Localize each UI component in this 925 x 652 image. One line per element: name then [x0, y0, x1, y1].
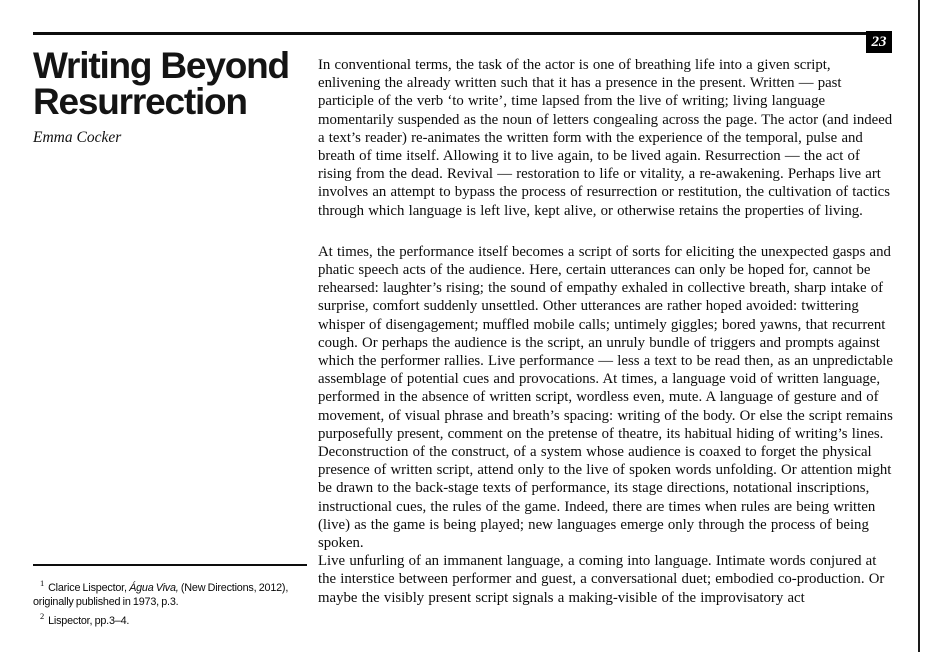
title-line-1: Writing Beyond	[33, 45, 289, 86]
body-paragraph-2: At times, the performance itself becomes a script of sorts for eliciting the unexpected gasps and phatic speech acts of the audience. Here, certain utterances can only be hoped for, cannot be rehearsed: laughter’s rising; the sound of empathy exhaled in collective breath, sharp intake of surprise, comfort suddenly unsettled. Other utterances are rather hoped avoided: twittering whisper of disengagement; muffled mobile calls; untimely giggles; bored yawns, that recurrent cough. Or perhaps the audience is the script, an unruly bundle of triggers and prompts against which the performer rallies. Live performance — less a text to be read then, as an unpredictable assemblage of potential cues and provocations. At times, a language void of written language, performed in the absence of written script, wordless even, mute. A language of gesture and of movement, of visual phrase and breath’s spacing: writing of the body. Or else the script remains purposefully present, comment on the pretense of theatre, its habitual hiding of writing’s lines. Deconstruction of the construct, of a system whose audience is coaxed to forget the physical presence of written script, attend only to the live of spoken words unfolding. Or attention might be drawn to the back-stage texts of performance, its stage directions, notational inscriptions, instructional cues, the rules of the game. Indeed, there are times when rules are being written (live) as the game is being played; new languages emerge only through the process of being spoken.	[318, 243, 893, 552]
article-header	[33, 45, 311, 147]
footnote-1-marker: 1	[40, 578, 45, 589]
footnote-1-text: Clarice Lispector,	[48, 582, 130, 594]
body-paragraph-1: In conventional terms, the task of the actor is one of breathing life into a given script, enlivening the already written such that it has a presence in the present. Written — past participle of the verb ‘to write’, time lapsed from the live of writing; living language momentarily suspended as the noun of letters congealing across the page. The actor (and indeed a text’s reader) re-animates the written form with the experience of the temporal, pulse and breath of time itself. Allowing it to live again, to be lived again. Resurrection — the act of rising from the dead. Revival — restoration to life or vitality, a re-awakening. Perhaps live art involves an attempt to bypass the process of resurrection or restitution, the cultivation of tactics through which language is left live, kept alive, or otherwise retains the properties of living.	[318, 57, 893, 219]
title-line-2: Resurrection	[33, 81, 247, 122]
footnote-1	[33, 578, 311, 609]
footnote-2-text: Lispector, pp.3–4.	[48, 615, 130, 627]
author-name: Emma Cocker	[33, 129, 122, 146]
article-body	[318, 56, 894, 607]
footnotes-section	[33, 578, 311, 633]
page-right-edge-line	[918, 0, 920, 652]
footnote-2-marker: 2	[40, 611, 45, 622]
footnote-1-text-after: (New Directions, 2012), originally published in 1973, p.3.	[33, 582, 289, 608]
article-title	[33, 45, 311, 122]
footnote-rule	[33, 564, 307, 566]
header-rule	[33, 32, 867, 35]
page-number-badge: 23	[866, 31, 892, 53]
body-paragraph-3: Live unfurling of an immanent language, a coming into language. Intimate words conjured at the interstice between performer and guest, a conversational duet; embodied co-production. Or maybe the visibly present script signals a making-visible of the improvisatory act	[318, 553, 885, 606]
footnote-2	[33, 611, 311, 628]
footnote-1-book-title: Água Viva,	[129, 582, 179, 594]
